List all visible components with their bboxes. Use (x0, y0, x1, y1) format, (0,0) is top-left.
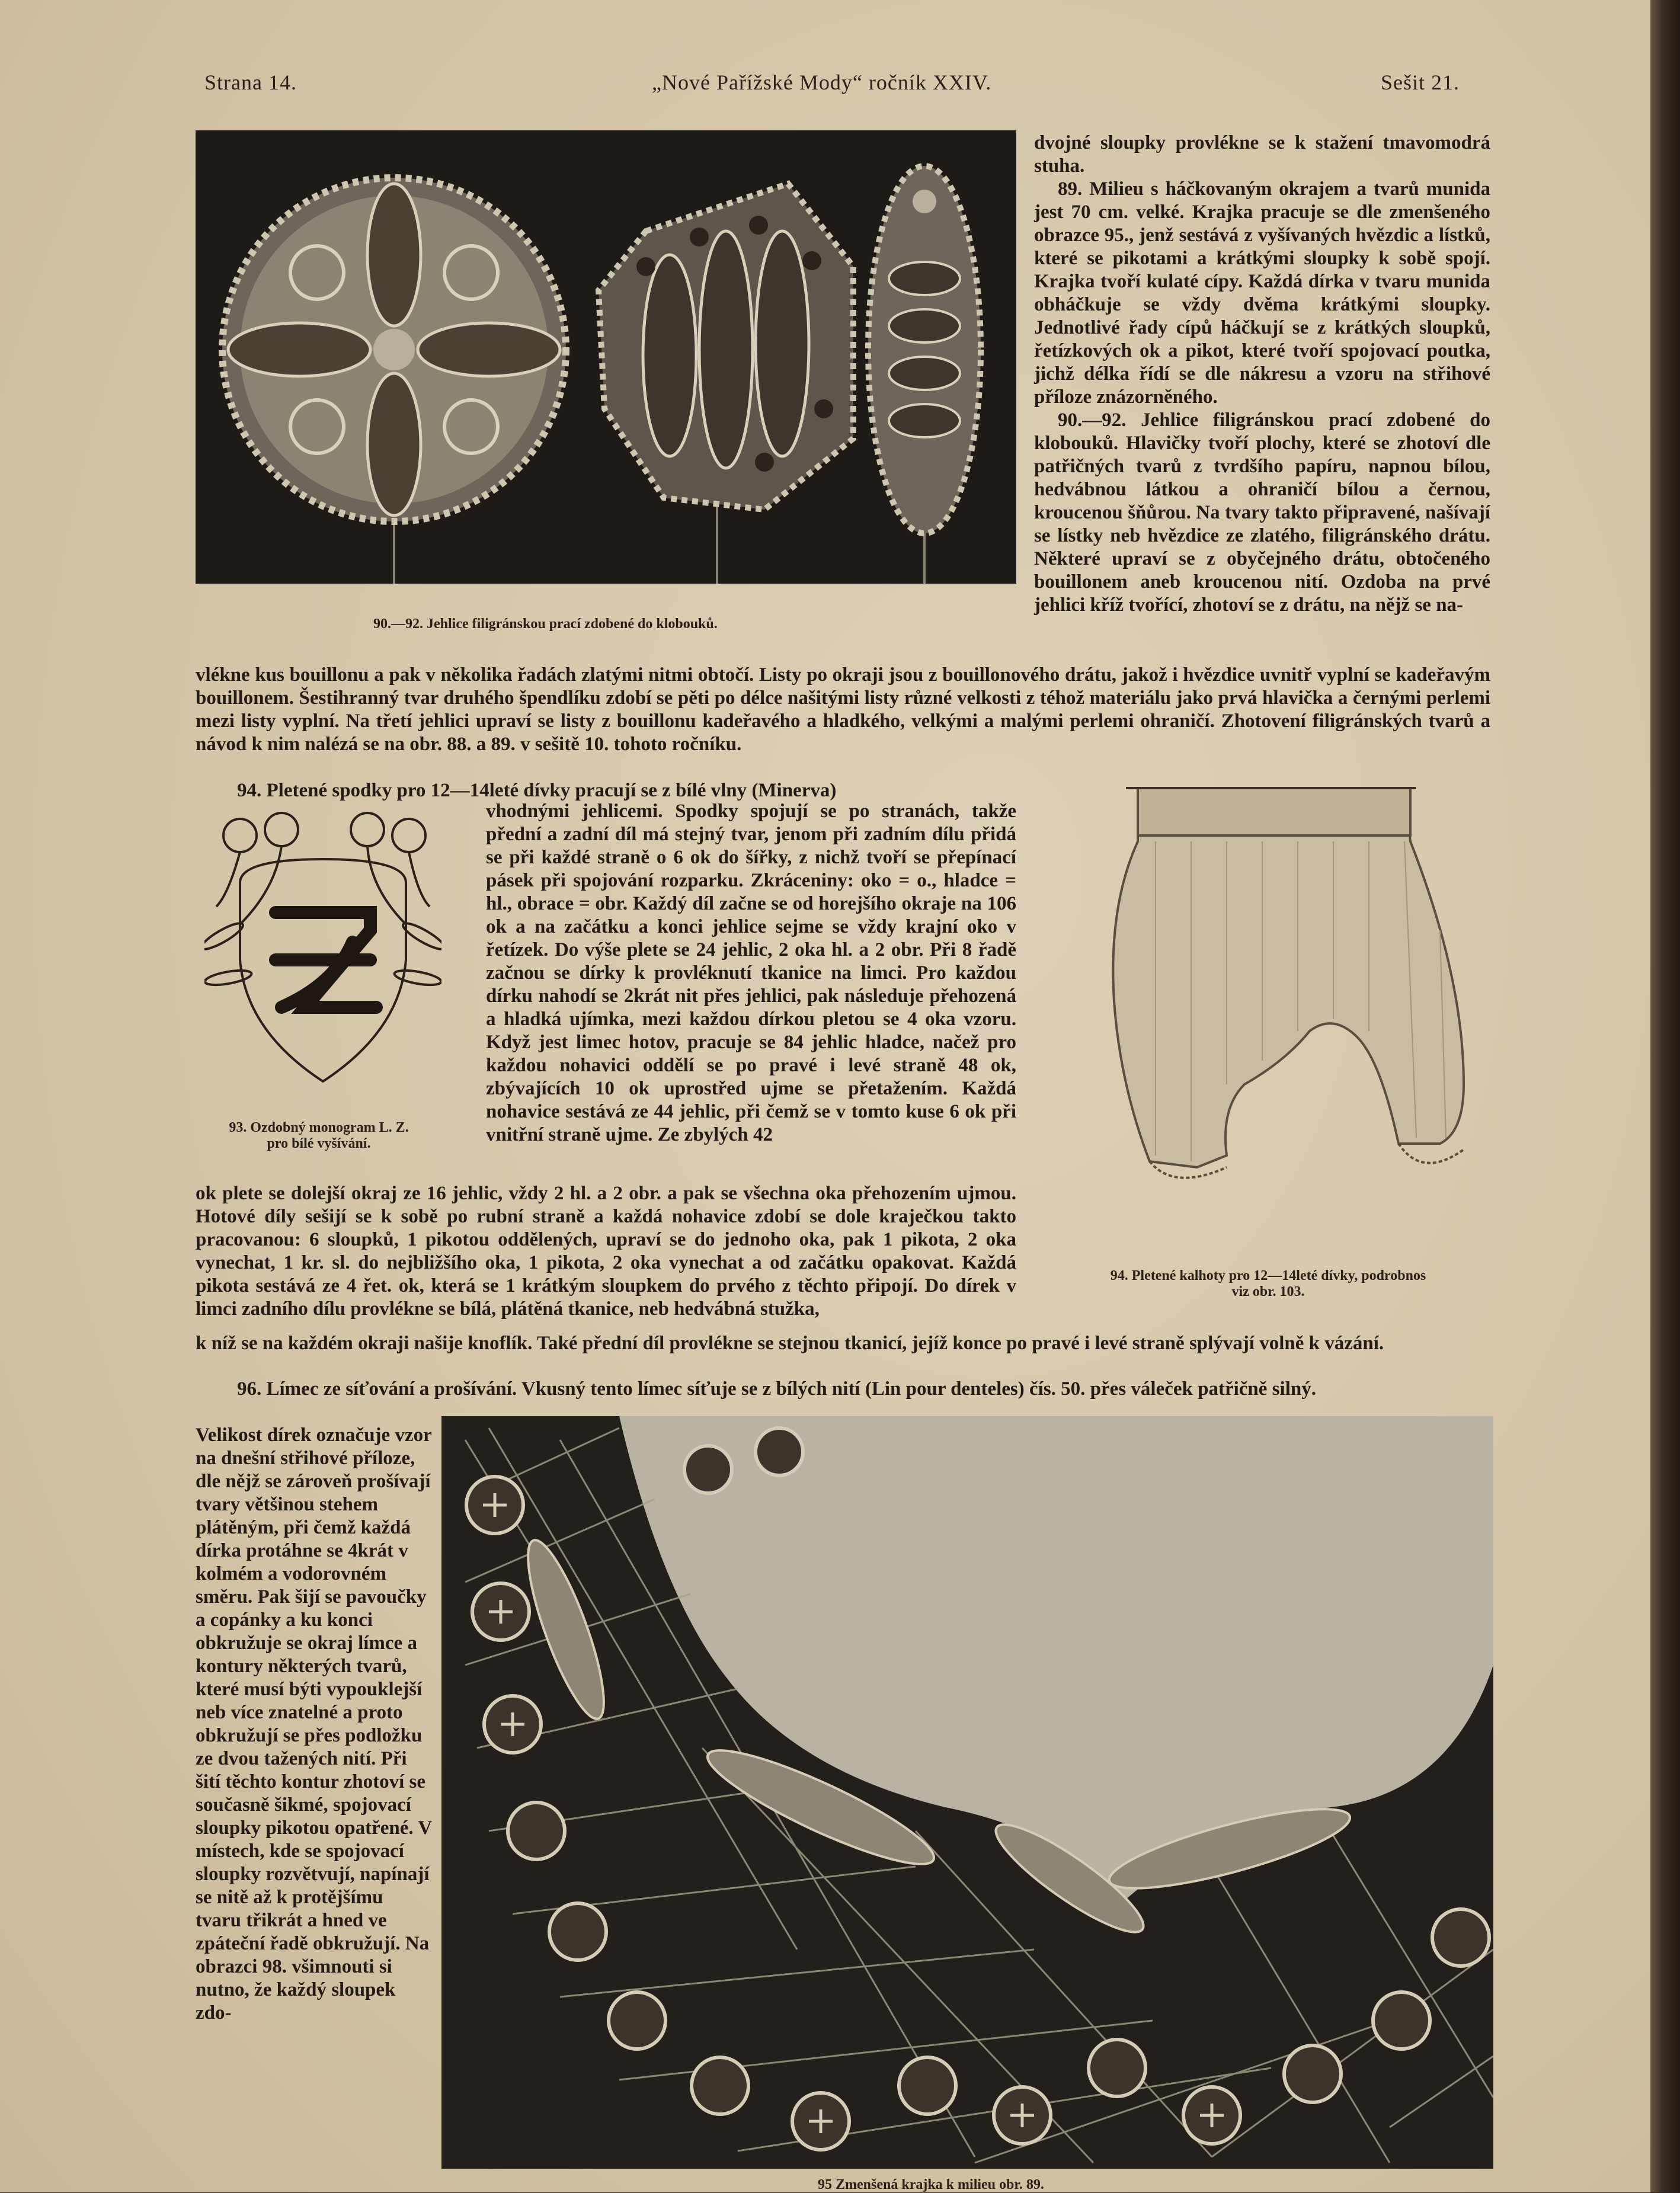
figure-93-caption-line1: 93. Ozdobný monogram L. Z. (229, 1120, 409, 1135)
paragraph-96-title: Límec ze síťování a prošívání. Vkusný tento límec síťuje se z bílých nití (Lin pour denteles) čís. 50. přes váleček patřičně silný. (266, 1378, 1316, 1400)
paragraph-94-heading (196, 779, 1016, 802)
paragraph-94-title: Pletené spodky pro 12—14leté dívky pracují se z bílé vlny (Minerva) (266, 780, 837, 801)
page-number: Strana 14. (204, 71, 297, 94)
paragraph-94-number: 94. (237, 780, 262, 801)
paragraph-90-92-text: Jehlice filigránskou prací zdobené do klobouků. Hlavičky tvoří plochy, které se zhotoví dle patřičných tvarů z tvrdšího papíru, napnou bílou, hedvábnou látkou a ohraničí bílou a černou, kroucenou šňůrou. Na tvary takto připravené, našívají se lístky neb hvězdice ze zlatého, filigránského drátu. Některé upraví se z obyčejného drátu, obtočeného bouillonem aneb kroucenou nití. Ozdoba na prvé jehlici kříž tvořící, zhotoví se z drátu, na nějž se na- (1034, 409, 1491, 616)
figure-93-caption-line2: pro bílé vyšívání. (267, 1136, 371, 1151)
page-edge (1650, 0, 1680, 2192)
issue-number: Sešit 21. (1381, 71, 1460, 94)
paragraph-90-92-number: 90.—92. (1058, 409, 1127, 431)
figure-94-caption-line1: 94. Pletené kalhoty pro 12—14leté dívky, podrobnos (1110, 1268, 1426, 1283)
paragraph-94-body: vhodnými jehlicemi. Spodky spojují se po stranách, takže přední a zadní díl má stejný tvar, jenom při zadním dílu přidá se při každé straně o 6 ok do šířky, z nichž tvoří se přepínací pásek při spojování rozparku. Zkráceniny: oko = o., hladce = hl., obrace = obr. Každý díl začne se od horejšího okraje na 106 ok a na začátku a konci jehlice sejme se vždy krajní oko v řetízek. Do výše plete se 24 jehlic, 2 oka hl. a 2 obr. Při 8 řadě začnou se dírky k provléknutí tkanice na limci. Pro každou dírku nahodí se 2krát nit přes jehlici, pak následuje přehozená a hladká ujímka, mezi každou dírkou pletou se 4 oka vzoru. Když jest limec hotov, pracuje se 84 jehlic hladce, načež pro každou nohavici oddělí se po pravé i levé straně 48 ok, zbývajících 10 ok uprostřed ujme se přetažením. Každá nohavice sestává ze 44 jehlic, při čemž se v tomto kuse 6 ok při vnitřní straně ujme. Ze zbylých 42 (486, 801, 1016, 1145)
paragraph-90-92 (1034, 409, 1490, 617)
right-column-top (1034, 132, 1490, 617)
paragraph-96-heading (196, 1378, 1490, 1401)
knitted-trousers-illustration (1049, 753, 1487, 1250)
monogram-illustration (204, 812, 441, 1090)
continued-text: dvojné sloupky provlékne se k stažení tmavomodrá stuha. (1034, 132, 1490, 177)
paragraph-89 (1034, 178, 1490, 409)
figure-94-caption-line2: viz obr. 103. (1231, 1284, 1305, 1299)
paragraph-89-number: 89. (1058, 178, 1083, 200)
figure-94-caption (1043, 1268, 1493, 1300)
lace-photo (441, 1416, 1493, 2169)
paragraph-96-number: 96. (237, 1378, 262, 1400)
hatpins-photo (196, 130, 1016, 584)
paragraph-94-end: k níž se na každém okraji našije knoflík. Také přední díl provlékne se stejnou tkanicí, jejíž konce po pravé i levé straně splývají volně k vázání. (196, 1333, 1384, 1354)
paragraph-94-continuation: ok plete se dolejší okraj ze 16 jehlic, vždy 2 hl. a 2 obr. a pak se všechna oka přehozením ujmou. Hotové díly sešijí se k sobě po rubní straně a každá nohavice zdobí se dole kraječkou takto pracovanou: 6 sloupků, 1 pikotou oddělených, upraví se do jednoho oka, pak 1 pikota, 2 oka vynechat, 1 kr. sl. do nejbližšího oka, 1 pikota, 2 oka vynechat a od začátku opakovat. Každá pikota sestává ze 4 řet. ok, která se 1 krátkým sloupkem do prvého z těchto připojí. Do dírek v limci zadního dílu provlékne se bílá, plátěná tkanice, neb hedvábná stužka, (196, 1183, 1016, 1320)
hatpins-illustration (196, 130, 1016, 584)
paragraph-89-text: Milieu s háčkovaným okrajem a tvarů munida jest 70 cm. velké. Krajka pracuje se dle zmenšeného obrazce 95., jenž sestává z vyšívaných hvězdic a lístků, které se pikotami a krátkými sloupky k sobě spojí. Krajka tvoří kulaté cípy. Každá dírka v tvaru munida obháčkuje se vždy dvěma krátkými sloupky. Jednotlivé řady cípů háčkují se z krátkých sloupků, řetízkových ok a pikot, které tvoří spojovací poutka, jichž délka řídí se dle nákresu a vzoru na střihové příloze znázorněného. (1034, 178, 1490, 408)
figure-90-92-caption: 90.—92. Jehlice filigránskou prací zdobené do klobouků. (373, 616, 718, 632)
lace-illustration (441, 1416, 1493, 2169)
filigree-continuation: vlékne kus bouillonu a pak v několika řadách zlatými nitmi obtočí. Listy po okraji jsou z bouillonového drátu, jakož i hvězdice uvnitř vyplní se kadeřavým bouillonem. Šestihranný tvar druhého špendlíku zdobí se pěti po délce našitými listy různé velkosti z téhož materiálu jako prvá hlavička a černými perlemi mezi listy vyplní. Na třetí jehlici upraví se listy z bouillonu kadeřavého a hladkého, velkými a malými perlemi ohraničí. Zhotovení filigránských tvarů a návod k nim nalézá se na obr. 88. a 89. v sešitě 10. tohoto ročníku. (196, 664, 1490, 755)
paragraph-96-body: Velikost dírek označuje vzor na dnešní střihové příloze, dle nějž se zároveň prošívají tvary většinou stehem plátěným, při čemž každá dírka protáhne se 4krát v kolmém a vodorovném směru. Pak šijí se pavoučky a copánky a ku konci obkružuje se okraj límce a kontury některých tvarů, které musí býti vypouklejší neb více znatelné a proto obkružují se přes podložku ze dvou tažených nití. Při šití těchto kontur zhotoví se současně šikmé, spojovací sloupky pikotou opatřené. V místech, kde se spojovací sloupky rozvětvují, napínají se nitě až k protějšímu tvaru třikrát a hned ve zpáteční řadě obkružují. Na obrazci 98. všimnouti si nutno, že každý sloupek zdo- (196, 1424, 432, 2024)
figure-95-caption: 95 Zmenšená krajka k milieu obr. 89. (818, 2177, 1044, 2192)
magazine-title: „Nové Pařížské Mody“ ročník XXIV. (652, 71, 992, 94)
figure-93-caption (188, 1120, 449, 1152)
